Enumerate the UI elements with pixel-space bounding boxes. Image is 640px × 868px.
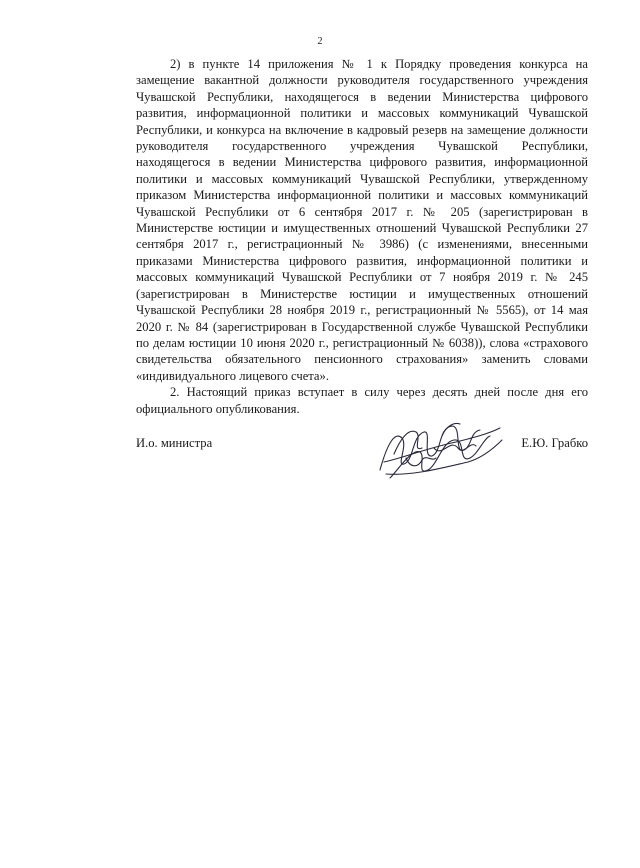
text-line: Чувашской Республики 28 ноября 2019 г., регистрационный № 5565), от 14 мая: [136, 303, 588, 318]
text-line: Республики, и конкурса на включение в кадровый резерв на замещение должности: [136, 122, 588, 137]
signatory-name: Е.Ю. Грабко: [521, 436, 588, 450]
text-line: 2. Настоящий приказ вступает в силу через десять дней после дня его: [170, 385, 588, 400]
text-line: развития, информационной политики и массовых коммуникаций Чувашской: [136, 106, 588, 121]
text-line: Чувашской Республики, находящегося в ведении Министерства цифрового: [136, 89, 588, 104]
text-line: по делам юстиции 10 июня 2020 г., регистрационный № 6038)), слова «страхового: [136, 335, 588, 350]
signatory-title: И.о. министра: [136, 436, 213, 450]
text-line: 2) в пункте 14 приложения № 1 к Порядку проведения конкурса на: [170, 57, 588, 71]
text-line: 2020 г. № 84 (зарегистрирован в Государственной службе Чувашской Республики: [136, 319, 588, 334]
text-line: Чувашской Республики от 6 сентября 2017 г. № 205 (зарегистрирован в: [136, 204, 588, 219]
paragraph-effective-date: [136, 384, 588, 417]
handwritten-signature: [372, 418, 512, 484]
text-line: Министерстве юстиции и имущественных отношений Чувашской Республики 27: [136, 221, 588, 236]
text-line: массовых коммуникаций Чувашской Республики от 7 ноября 2019 г. № 245: [136, 270, 588, 285]
text-line: политики и массовых коммуникаций Чувашской Республики, утвержденному: [136, 171, 588, 186]
text-line: официального опубликования.: [136, 401, 300, 416]
page-number: 2: [317, 36, 323, 47]
paragraph-amendment: [136, 56, 588, 384]
text-line: приказом Министерства информационной политики и массовых коммуникаций: [136, 188, 588, 203]
text-line: приказами Министерства цифрового развития, информационной политики и: [136, 253, 588, 268]
text-line: сентября 2017 г., регистрационный № 3986) (с изменениями, внесенными: [136, 237, 588, 252]
text-line: руководителя государственного учреждения Чувашской Республики,: [136, 139, 588, 154]
text-line: замещение вакантной должности руководителя государственного учреждения: [136, 73, 588, 88]
text-line: находящегося в ведении Министерства цифрового развития, информационной: [136, 155, 588, 170]
signature-block: [136, 418, 588, 488]
text-line: (зарегистрирован в Министерстве юстиции и имущественных отношений: [136, 286, 588, 301]
text-line: «индивидуального лицевого счета».: [136, 368, 329, 383]
text-line: свидетельства обязательного пенсионного страхования» заменить словами: [136, 352, 588, 367]
document-body: [136, 56, 588, 417]
